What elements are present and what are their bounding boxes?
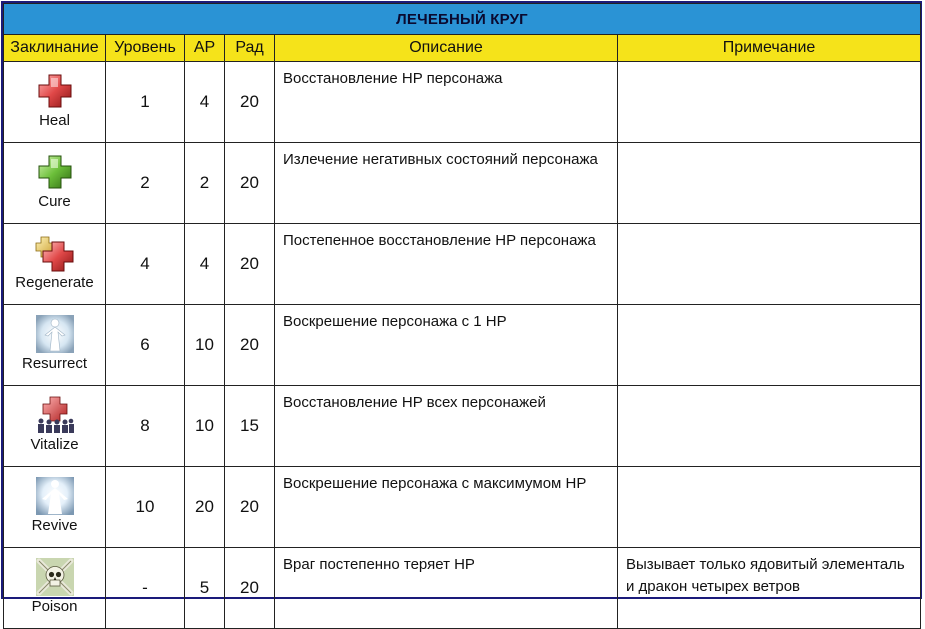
spell-name: Poison [31,598,78,615]
level-cell: 1 [106,62,185,143]
table-row [4,143,921,224]
spell-name: Resurrect [21,355,88,372]
spell-table [3,3,921,629]
level-cell: 6 [106,305,185,386]
description-cell: Враг постепенно теряет HP [275,548,618,629]
description-cell: Постепенное восстановление HP персонажа [275,224,618,305]
spell-cell [4,143,106,224]
table-row [4,467,921,548]
description-cell: Восстановление HP персонажа [275,62,618,143]
table-title-row [4,4,921,35]
header-level: Уровень [106,35,185,62]
table-row [4,305,921,386]
level-cell: 10 [106,467,185,548]
radius-cell: 20 [225,224,275,305]
level-cell: 8 [106,386,185,467]
ap-cell: 5 [185,548,225,629]
radius-cell: 20 [225,305,275,386]
table-row [4,224,921,305]
table-row [4,386,921,467]
spell-cell [4,548,106,629]
spell-name: Regenerate [15,274,94,291]
note-cell [618,143,921,224]
heal-cross-icon [36,72,74,110]
table-row [4,548,921,629]
radius-cell: 20 [225,62,275,143]
vitalize-group-icon [36,396,74,434]
ap-cell: 10 [185,386,225,467]
header-note: Примечание [618,35,921,62]
radius-cell: 20 [225,467,275,548]
table-title: ЛЕЧЕБНЫЙ КРУГ [4,4,921,35]
header-description: Описание [275,35,618,62]
spell-name: Heal [39,112,70,129]
level-cell: 4 [106,224,185,305]
note-cell [618,305,921,386]
level-cell: 2 [106,143,185,224]
description-cell: Излечение негативных состояний персонажа [275,143,618,224]
table-header-row [4,35,921,62]
radius-cell: 15 [225,386,275,467]
header-radius: Рад [225,35,275,62]
spell-cell [4,224,106,305]
revive-figure-icon [36,477,74,515]
radius-cell: 20 [225,143,275,224]
ap-cell: 4 [185,62,225,143]
header-ap: AP [185,35,225,62]
description-cell: Восстановление HP всех персонажей [275,386,618,467]
resurrect-figure-icon [36,315,74,353]
ap-cell: 10 [185,305,225,386]
spell-table-frame [1,1,922,615]
description-cell: Воскрешение персонажа с максимумом HP [275,467,618,548]
ap-cell: 20 [185,467,225,548]
spell-cell [4,467,106,548]
cure-cross-icon [36,153,74,191]
table-row [4,62,921,143]
note-cell [618,386,921,467]
ap-cell: 2 [185,143,225,224]
header-spell: Заклинание [4,35,106,62]
spell-name: Cure [38,193,71,210]
note-cell [618,224,921,305]
note-cell [618,467,921,548]
spell-name: Revive [31,517,78,534]
note-cell [618,62,921,143]
spell-cell [4,62,106,143]
regenerate-cross-icon [36,234,74,272]
radius-cell: 20 [225,548,275,629]
level-cell: - [106,548,185,629]
description-cell: Воскрешение персонажа с 1 HP [275,305,618,386]
spell-name: Vitalize [30,436,79,453]
ap-cell: 4 [185,224,225,305]
spell-cell [4,386,106,467]
poison-skull-icon [36,558,74,596]
note-cell: Вызывает только ядовитый элементаль и дракон четырех ветров [618,548,921,629]
spell-cell [4,305,106,386]
